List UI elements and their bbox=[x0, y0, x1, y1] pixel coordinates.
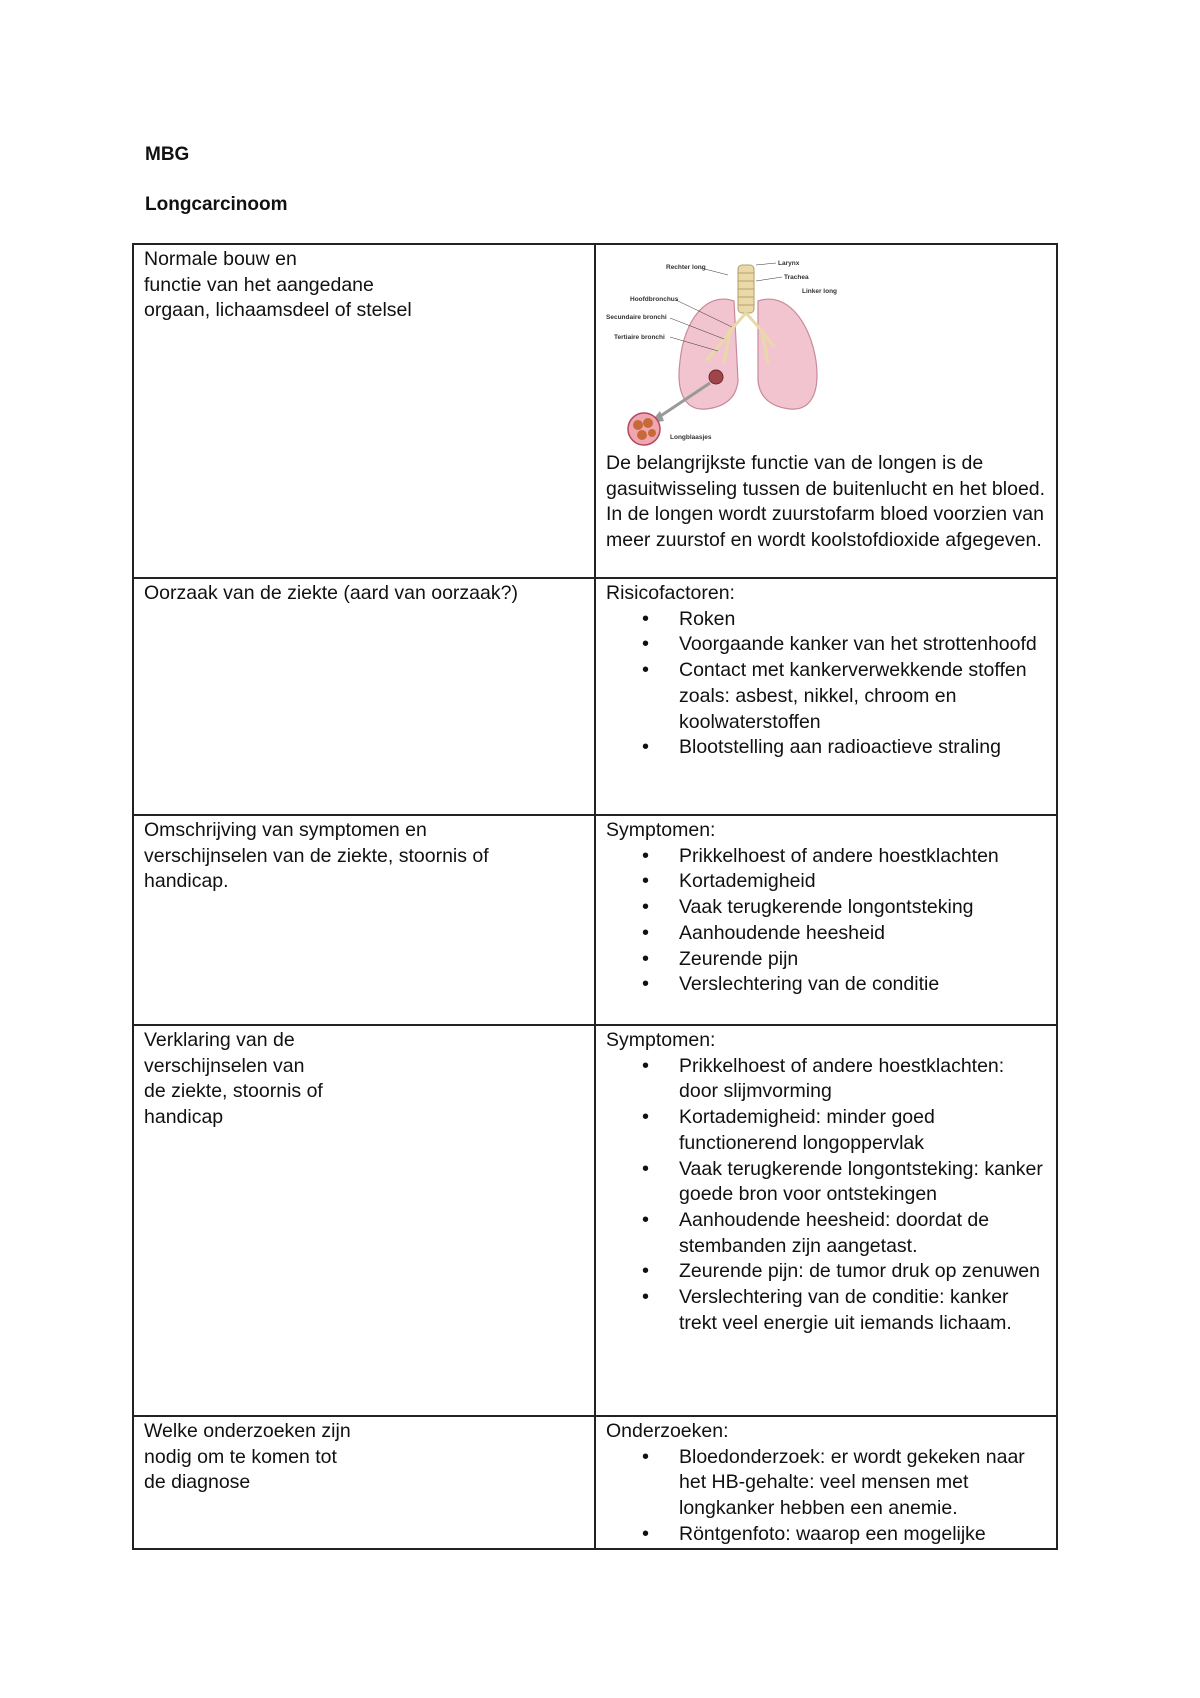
list-item: • Zeurende pijn bbox=[606, 947, 1046, 973]
question-line: handicap bbox=[144, 1106, 224, 1129]
examination-list bbox=[606, 1445, 1046, 1548]
list-item: • Kortademigheid bbox=[606, 869, 1046, 895]
list-item: • Aanhoudende heesheid: doordat de stembanden zijn aangetast. bbox=[606, 1208, 1046, 1259]
question-line: Oorzaak van de ziekte (aard van oorzaak?) bbox=[144, 582, 518, 604]
label-larynx: Larynx bbox=[778, 260, 800, 267]
table-row bbox=[133, 578, 1057, 815]
answer-heading: Symptomen: bbox=[606, 1029, 716, 1051]
label-rechter-long: Rechter long bbox=[666, 264, 706, 271]
function-description: De belangrijkste functie van de longen is de gasuitwisseling tussen de buitenlucht en het bloed. In de longen wordt zuurstofarm bloed voorzien van meer zuurstof en wordt koolstofdioxide afgegeven. bbox=[606, 452, 1046, 552]
label-trachea: Trachea bbox=[784, 274, 809, 281]
question-line: Welke onderzoeken zijn bbox=[144, 1420, 351, 1442]
list-item: • Aanhoudende heesheid bbox=[606, 921, 1046, 947]
answer-heading: Symptomen: bbox=[606, 819, 716, 841]
table-row bbox=[133, 1416, 1057, 1549]
label-linker-long: Linker long bbox=[802, 288, 838, 295]
question-cell bbox=[133, 578, 595, 815]
question-cell bbox=[133, 1025, 595, 1416]
question-line: verschijnselen van bbox=[144, 1054, 305, 1077]
question-line: de diagnose bbox=[144, 1471, 251, 1494]
list-item: • Contact met kankerverwekkende stoffen zoals: asbest, nikkel, chroom en koolwaterstoffen bbox=[606, 658, 1046, 735]
question-cell bbox=[133, 244, 595, 578]
question-line: functie van het aangedane bbox=[144, 273, 374, 296]
list-item: • Blootstelling aan radioactieve straling bbox=[606, 735, 1046, 761]
list-item: • Prikkelhoest of andere hoestklachten bbox=[606, 844, 1046, 870]
label-longblaasjes: Longblaasjes bbox=[670, 434, 712, 441]
answer-cell bbox=[595, 244, 1057, 578]
list-item: • Prikkelhoest of andere hoestklachten: door slijmvorming bbox=[606, 1054, 1046, 1105]
table-row bbox=[133, 244, 1057, 578]
risk-factor-list bbox=[606, 607, 1046, 761]
answer-heading: Onderzoeken: bbox=[606, 1420, 729, 1442]
question-line: Verklaring van de bbox=[144, 1029, 295, 1051]
answer-cell bbox=[595, 1416, 1057, 1549]
table-row bbox=[133, 1025, 1057, 1416]
label-secundaire-bronchi: Secundaire bronchi bbox=[606, 314, 667, 321]
lungs-diagram bbox=[606, 251, 846, 451]
question-cell bbox=[133, 815, 595, 1025]
answer-heading: Risicofactoren: bbox=[606, 582, 735, 604]
answer-cell bbox=[595, 815, 1057, 1025]
symptom-explanation-list bbox=[606, 1054, 1046, 1337]
document-title: MBG bbox=[145, 144, 190, 165]
question-line: handicap. bbox=[144, 870, 229, 893]
list-item: • Zeurende pijn: de tumor druk op zenuwen bbox=[606, 1259, 1046, 1285]
list-item: • Verslechtering van de conditie bbox=[606, 972, 1046, 998]
disease-table bbox=[132, 243, 1058, 1550]
symptom-list bbox=[606, 844, 1046, 998]
list-item: • Voorgaande kanker van het strottenhoofd bbox=[606, 632, 1046, 658]
document-subtitle: Longcarcinoom bbox=[145, 194, 288, 215]
question-line: de ziekte, stoornis of bbox=[144, 1080, 323, 1103]
list-item: • Röntgenfoto: waarop een mogelijke bbox=[606, 1522, 1046, 1548]
list-item: • Bloedonderzoek: er wordt gekeken naar het HB-gehalte: veel mensen met longkanker hebben een anemie. bbox=[606, 1445, 1046, 1522]
list-item: • Roken bbox=[606, 607, 1046, 633]
list-item: • Vaak terugkerende longontsteking bbox=[606, 895, 1046, 921]
list-item: • Kortademigheid: minder goed functionerend longoppervlak bbox=[606, 1105, 1046, 1156]
table-row bbox=[133, 815, 1057, 1025]
label-hoofdbronchus: Hoofdbronchus bbox=[630, 296, 679, 303]
answer-cell bbox=[595, 1025, 1057, 1416]
answer-cell bbox=[595, 578, 1057, 815]
question-line: Normale bouw en bbox=[144, 248, 297, 270]
list-item: • Vaak terugkerende longontsteking: kanker goede bron voor ontstekingen bbox=[606, 1157, 1046, 1208]
question-line: orgaan, lichaamsdeel of stelsel bbox=[144, 299, 412, 322]
question-line: verschijnselen van de ziekte, stoornis of bbox=[144, 844, 489, 867]
list-item: • Verslechtering van de conditie: kanker trekt veel energie uit iemands lichaam. bbox=[606, 1285, 1046, 1336]
label-tertiaire-bronchi: Tertiaire bronchi bbox=[614, 334, 665, 341]
question-line: nodig om te komen tot bbox=[144, 1445, 337, 1468]
question-line: Omschrijving van symptomen en bbox=[144, 819, 427, 841]
question-cell bbox=[133, 1416, 595, 1549]
